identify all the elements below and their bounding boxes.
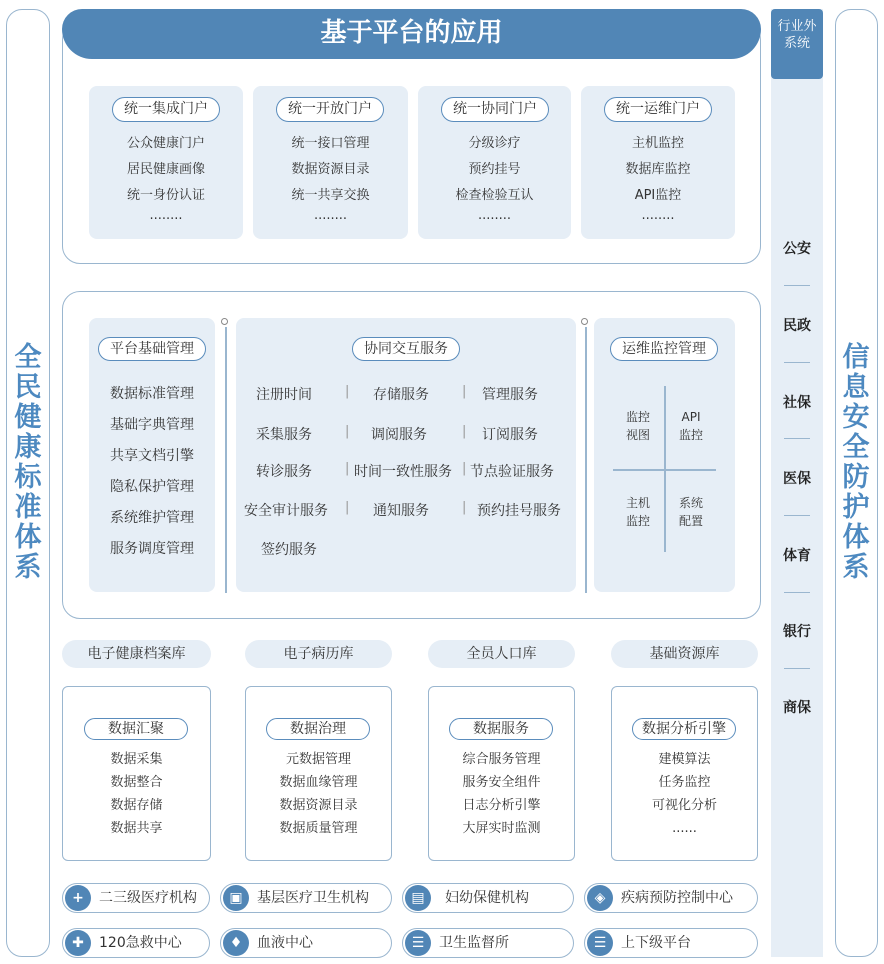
service-item: 调阅服务 bbox=[371, 427, 427, 443]
org-primary-care: ▣ 基层医疗卫生机构 bbox=[220, 883, 392, 913]
service-item: 安全审计服务 bbox=[244, 503, 328, 519]
library-population: 全员人口库 bbox=[428, 640, 575, 668]
data-box-governance-title: 数据治理 bbox=[266, 718, 370, 740]
external-item-social-security: 社保 bbox=[783, 395, 811, 411]
service-item: 节点验证服务 bbox=[470, 464, 554, 480]
plus-icon: + bbox=[65, 885, 91, 911]
service-item: 时间一致性服务 bbox=[354, 464, 452, 480]
portal-items-collaboration: 分级诊疗 预约挂号 检查检验互认 ........ bbox=[455, 136, 534, 223]
org-emergency-center: ✚ 120急救中心 bbox=[62, 928, 210, 958]
shield-icon: ◈ bbox=[587, 885, 613, 911]
data-box-analysis-title: 数据分析引擎 bbox=[632, 718, 736, 740]
external-divider bbox=[784, 438, 810, 439]
collab-service-title: 协同交互服务 bbox=[352, 337, 460, 361]
left-standard-title: 全 民 健 康 标 准 体 系 bbox=[14, 342, 42, 583]
org-disease-control: ◈ 疾病预防控制中心 bbox=[584, 883, 758, 913]
library-health-records: 电子健康档案库 bbox=[62, 640, 211, 668]
connector-dot bbox=[221, 318, 228, 325]
service-item: 通知服务 bbox=[373, 503, 429, 519]
external-divider bbox=[784, 285, 810, 286]
service-item: 订阅服务 bbox=[482, 427, 538, 443]
data-box-analysis-items: 建模算法 任务监控 可视化分析 ...... bbox=[651, 752, 717, 836]
platform-basic-items: 数据标准管理 基础字典管理 共享文档引擎 隐私保护管理 系统维护管理 服务调度管理 bbox=[110, 386, 194, 557]
library-medical-records: 电子病历库 bbox=[245, 640, 392, 668]
service-item: 预约挂号服务 bbox=[477, 503, 561, 519]
external-item-medical-insurance: 医保 bbox=[783, 471, 811, 487]
list-icon: ☰ bbox=[405, 930, 431, 956]
org-blood-center: ♦ 血液中心 bbox=[220, 928, 392, 958]
portal-items-integration: 公众健康门户 居民健康画像 统一身份认证 ........ bbox=[126, 136, 205, 223]
org-maternal-child: ▤ 妇幼保健机构 bbox=[402, 883, 574, 913]
ops-cell-view: 监控 视图 bbox=[625, 410, 650, 442]
external-divider bbox=[784, 362, 810, 363]
connector-dot bbox=[581, 318, 588, 325]
org-health-supervision: ☰ 卫生监督所 bbox=[402, 928, 574, 958]
external-item-civil: 民政 bbox=[783, 318, 811, 334]
external-item-public-security: 公安 bbox=[783, 241, 811, 257]
ops-cell-host: 主机 监控 bbox=[625, 496, 650, 528]
external-divider bbox=[784, 668, 810, 669]
firstaid-icon: ✚ bbox=[65, 930, 91, 956]
connector-line bbox=[225, 327, 227, 593]
right-security-title: 信 息 安 全 防 护 体 系 bbox=[842, 342, 870, 583]
portal-title-integration: 统一集成门户 bbox=[112, 97, 220, 122]
ops-cell-config: 系统 配置 bbox=[678, 496, 703, 528]
service-separator: | bbox=[462, 384, 467, 399]
data-box-aggregation-items: 数据采集 数据整合 数据存储 数据共享 bbox=[110, 752, 163, 836]
service-item: 转诊服务 bbox=[256, 464, 312, 480]
portal-title-operations: 统一运维门户 bbox=[604, 97, 712, 122]
external-item-commercial-insurance: 商保 bbox=[783, 700, 811, 716]
portal-title-open: 统一开放门户 bbox=[276, 97, 384, 122]
external-systems-header: 行业外系统 bbox=[771, 9, 823, 79]
clipboard-icon: ▣ bbox=[223, 885, 249, 911]
hierarchy-icon: ☰ bbox=[587, 930, 613, 956]
calendar-icon: ▤ bbox=[405, 885, 431, 911]
ops-monitor-title: 运维监控管理 bbox=[610, 337, 718, 361]
service-item: 管理服务 bbox=[482, 387, 538, 403]
service-separator: | bbox=[462, 461, 467, 476]
org-upper-lower-platform: ☰ 上下级平台 bbox=[584, 928, 758, 958]
ops-grid-horizontal bbox=[613, 469, 716, 471]
external-divider bbox=[784, 515, 810, 516]
platform-basic-title: 平台基础管理 bbox=[98, 337, 206, 361]
service-separator: | bbox=[462, 500, 467, 515]
blood-icon: ♦ bbox=[223, 930, 249, 956]
data-box-service-items: 综合服务管理 服务安全组件 日志分析引擎 大屏实时监测 bbox=[462, 752, 541, 836]
external-divider bbox=[784, 592, 810, 593]
ops-cell-api: API 监控 bbox=[678, 410, 703, 442]
service-separator: | bbox=[345, 384, 350, 399]
service-item: 采集服务 bbox=[256, 427, 312, 443]
org-secondary-tertiary-hospital: + 二三级医疗机构 bbox=[62, 883, 210, 913]
external-item-bank: 银行 bbox=[783, 624, 811, 640]
application-banner: 基于平台的应用 bbox=[62, 9, 761, 59]
connector-line bbox=[585, 327, 587, 593]
portal-items-open: 统一接口管理 数据资源目录 统一共享交换 ........ bbox=[291, 136, 370, 223]
service-item: 签约服务 bbox=[261, 542, 317, 558]
library-base-resources: 基础资源库 bbox=[611, 640, 758, 668]
service-separator: | bbox=[345, 424, 350, 439]
service-separator: | bbox=[345, 500, 350, 515]
portal-items-operations: 主机监控 数据库监控 API监控 ........ bbox=[625, 136, 691, 223]
external-item-sports: 体育 bbox=[783, 548, 811, 564]
service-item: 注册时间 bbox=[256, 387, 312, 403]
service-item: 存储服务 bbox=[373, 387, 429, 403]
data-box-service-title: 数据服务 bbox=[449, 718, 553, 740]
service-separator: | bbox=[462, 424, 467, 439]
data-box-aggregation-title: 数据汇聚 bbox=[84, 718, 188, 740]
portal-title-collaboration: 统一协同门户 bbox=[441, 97, 549, 122]
data-box-governance-items: 元数据管理 数据血缘管理 数据资源目录 数据质量管理 bbox=[279, 752, 358, 836]
service-separator: | bbox=[345, 461, 350, 476]
